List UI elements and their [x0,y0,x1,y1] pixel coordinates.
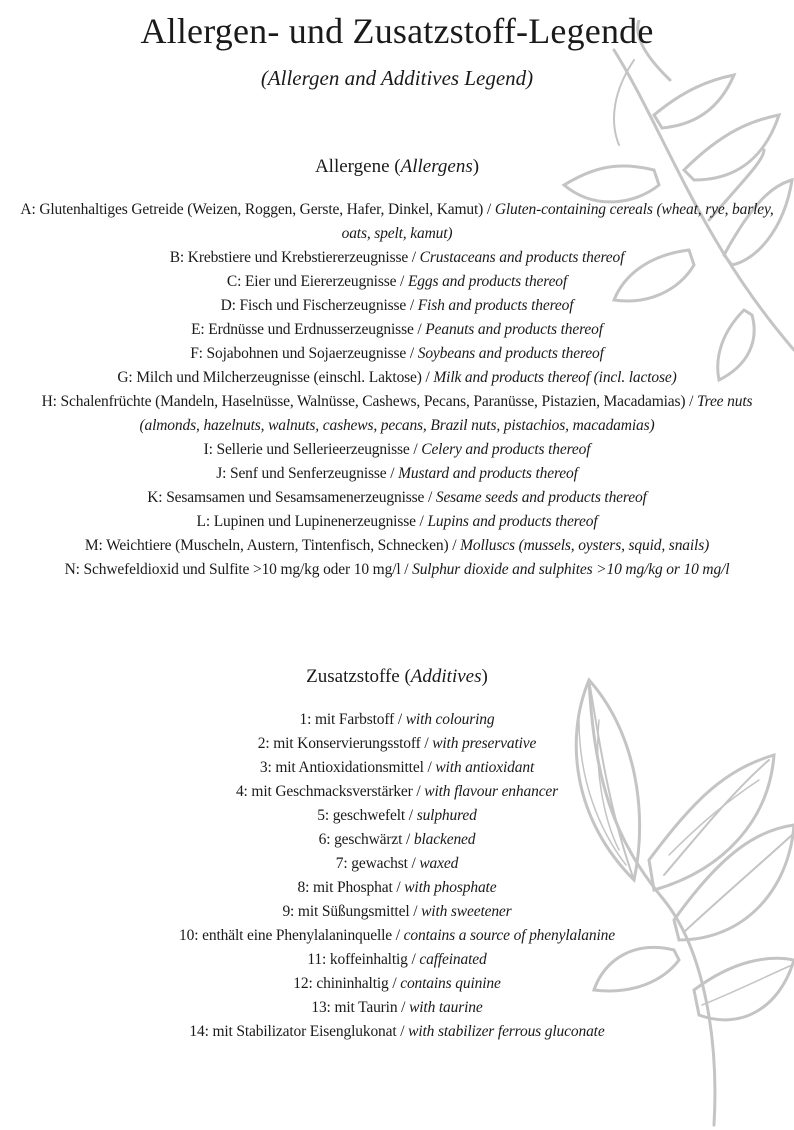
separator: / [396,273,408,290]
allergens-item-en: Molluscs (mussels, oysters, squid, snails) [460,537,710,554]
additives-item-en: with taurine [409,999,483,1016]
allergens-item-en: Gluten-containing cereals (wheat, rye, barley, oats, spelt, kamut) [341,201,774,242]
allergens-item [14,390,780,438]
additives-item [14,972,780,996]
separator: / [400,561,413,578]
allergens-item-de: F: Sojabohnen und Sojaerzeugnisse [190,345,407,362]
additives-heading-en: Additives [410,666,482,687]
separator: / [402,831,414,848]
additives-item-de: 3: mit Antioxidationsmittel [259,759,424,776]
allergens-item [14,462,780,486]
additives-item-en: blackened [413,831,476,848]
separator: / [412,783,425,800]
additives-item-de: 14: mit Stabilizator Eisenglukonat [189,1023,397,1040]
separator: / [409,441,422,458]
additives-item-de: 5: geschwefelt [317,807,406,824]
allergens-item-en: Mustard and products thereof [398,465,578,482]
allergens-item [14,246,780,270]
separator: / [420,735,433,752]
additives-item-en: with flavour enhancer [424,783,559,800]
allergens-item [14,438,780,462]
separator: / [392,927,404,944]
allergens-item-de: H: Schalenfrüchte (Mandeln, Haselnüsse, Walnüsse, Cashews, Pecans, Paranüsse, Pistazien, Macadamias) [41,393,686,410]
separator: / [415,513,428,530]
additives-item-en: with sweetener [421,903,512,920]
additives-item [14,948,780,972]
allergens-item-en: Crustaceans and products thereof [419,249,625,266]
allergens-item-en: Tree nuts (almonds, hazelnuts, walnuts, cashews, pecans, Brazil nuts, pistachios, macadamias) [139,393,753,434]
separator: / [396,1023,409,1040]
allergens-item-en: Fish and products thereof [417,297,574,314]
allergens-item [14,510,780,534]
additives-item-en: with phosphate [404,879,497,896]
additives-list [14,708,780,1044]
additives-item [14,780,780,804]
additives-item-en: with preservative [432,735,537,752]
allergens-item [14,318,780,342]
separator: / [397,999,410,1016]
allergens-heading-de: Allergene [314,156,390,177]
additives-item-en: waxed [419,855,459,872]
additives-item-de: 4: mit Geschmacksverstärker [235,783,413,800]
separator: / [448,537,461,554]
allergens-heading: Allergene (Allergens) [314,156,480,177]
additives-item-de: 6: geschwärzt [318,831,403,848]
additives-item [14,900,780,924]
allergens-item-en: Soybeans and products thereof [417,345,604,362]
allergens-item [14,534,780,558]
separator: / [405,807,417,824]
additives-item-en: caffeinated [419,951,487,968]
allergens-item-de: I: Sellerie und Sellerieerzeugnisse [203,441,410,458]
separator: / [386,465,399,482]
separator: / [394,711,406,728]
additives-item [14,924,780,948]
additives-item-de: 1: mit Farbstoff [299,711,395,728]
additives-item-de: 7: gewachst [335,855,408,872]
allergens-item [14,486,780,510]
allergens-list [14,198,780,582]
allergens-item-en: Lupins and products thereof [427,513,598,530]
additives-item-de: 12: chininhaltig [293,975,389,992]
allergens-item-en: Sesame seeds and products thereof [435,489,647,506]
additives-item [14,732,780,756]
allergens-item [14,366,780,390]
additives-item-en: sulphured [416,807,477,824]
separator: / [413,321,426,338]
additives-item [14,756,780,780]
separator: / [408,249,420,266]
additives-heading-de: Zusatzstoffe [306,666,400,687]
separator: / [406,345,418,362]
additives-item-en: with antioxidant [435,759,535,776]
allergens-heading-en: Allergens [400,156,473,177]
separator: / [685,393,698,410]
additives-item [14,804,780,828]
additives-item [14,1020,780,1044]
separator: / [423,759,436,776]
allergens-item-en: Sulphur dioxide and sulphites >10 mg/kg or 10 mg/l [412,561,730,578]
allergens-item-de: G: Milch und Milcherzeugnisse (einschl. Laktose) [117,369,422,386]
allergens-item-en: Milk and products thereof (incl. lactose) [433,369,677,386]
additives-item-en: contains a source of phenylalanine [403,927,615,944]
additives-item [14,828,780,852]
additives-item [14,876,780,900]
separator: / [424,489,436,506]
additives-item-de: 10: enthält eine Phenylalaninquelle [179,927,393,944]
additives-item [14,996,780,1020]
additives-item-de: 8: mit Phosphat [297,879,393,896]
additives-item-en: contains quinine [400,975,501,992]
additives-item-de: 2: mit Konservierungsstoff [257,735,421,752]
allergens-item [14,294,780,318]
separator: / [406,297,418,314]
separator: / [407,855,420,872]
allergens-item-de: E: Erdnüsse und Erdnusserzeugnisse [191,321,414,338]
additives-item [14,708,780,732]
allergens-item-de: K: Sesamsamen und Sesamsamenerzeugnisse [147,489,425,506]
allergens-item-de: M: Weichtiere (Muscheln, Austern, Tintenfisch, Schnecken) [84,537,449,554]
separator: / [409,903,422,920]
additives-heading: Zusatzstoffe (Additives) [306,666,488,687]
allergens-item-en: Celery and products thereof [421,441,591,458]
additives-item-en: with stabilizer ferrous gluconate [408,1023,605,1040]
allergens-item-de: J: Senf und Senferzeugnisse [216,465,387,482]
allergens-item [14,198,780,246]
additives-item-de: 9: mit Süßungsmittel [282,903,410,920]
allergens-item-en: Eggs and products thereof [407,273,568,290]
additives-item-de: 11: koffeinhaltig [307,951,408,968]
separator: / [388,975,401,992]
allergens-item-de: L: Lupinen und Lupinenerzeugnisse [196,513,416,530]
allergens-item-de: D: Fisch und Fischerzeugnisse [220,297,407,314]
allergens-item [14,342,780,366]
additives-item [14,852,780,876]
allergens-item-de: B: Krebstiere und Krebstiererzeugnisse [169,249,409,266]
additives-item-en: with colouring [405,711,495,728]
additives-item-de: 13: mit Taurin [311,999,398,1016]
allergens-item-de: C: Eier und Eiererzeugnisse [226,273,397,290]
page-subtitle: (Allergen and Additives Legend) [260,66,534,90]
allergens-item-de: A: Glutenhaltiges Getreide (Weizen, Roggen, Gerste, Hafer, Dinkel, Kamut) [20,201,484,218]
allergens-item [14,270,780,294]
separator: / [392,879,405,896]
allergens-item-en: Peanuts and products thereof [425,321,603,338]
separator: / [421,369,434,386]
separator: / [407,951,420,968]
allergens-item [14,558,780,582]
allergens-item-de: N: Schwefeldioxid und Sulfite >10 mg/kg oder 10 mg/l [64,561,401,578]
page-title: Allergen- und Zusatzstoff-Legende [140,11,654,51]
separator: / [483,201,495,218]
